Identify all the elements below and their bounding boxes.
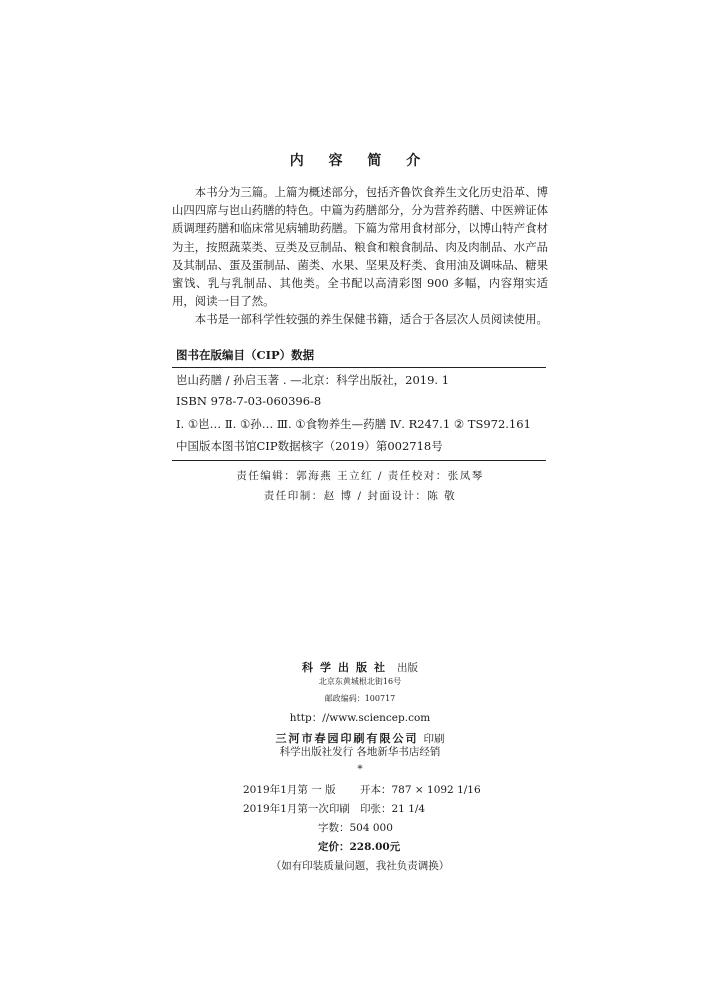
printed-sheets: 印张：21 1/4: [360, 803, 426, 815]
price-value: 228.00元: [349, 841, 401, 853]
summary-paragraph: 本书分为三篇。上篇为概述部分，包括齐鲁饮食养生文化历史沿革、博山四四席与岜山药膳的特色。中篇为药膳部分，分为营养药膳、中医辨证体质调理药膳和临床常见病辅助药膳。下篇为常用食材部分，以博山特产食材为主，按照蔬菜类、豆类及豆制品、粮食和粮食制品、肉及肉制品、水产品及其制品、蛋及蛋制品、菌类、水果、坚果及籽类、食用油及调味品、糖果蜜饯、乳与乳制品、其他类。全书配以高清彩图 900 多幅，内容翔实适用，阅读一目了然。: [172, 185, 548, 309]
cip-heading: 图书在版编目（CIP）数据: [176, 348, 315, 362]
word-count: 字数：504 000: [318, 822, 393, 834]
cip-bottom-rule: [172, 460, 546, 461]
cip-record-number: 中国版本图书馆CIP数据核字（2019）第002718号: [176, 439, 443, 453]
format: 开本：787 × 1092 1/16: [360, 784, 481, 796]
publisher-address: 北京东黄城根北街16号: [318, 677, 402, 686]
cip-isbn: ISBN 978-7-03-060396-8: [176, 394, 322, 408]
price: [318, 839, 400, 854]
printer-suffix: 印刷: [423, 733, 445, 745]
cip-title-line: 岜山药膳 / 孙启玉著 . —北京：科学出版社，2019. 1: [176, 373, 450, 387]
distribution-line: 科学出版社发行 各地新华书店经销: [279, 746, 441, 758]
summary-paragraph: 本书是一部科学性较强的养生保健书籍，适合于各层次人员阅读使用。: [194, 312, 548, 327]
cip-classification: Ⅰ. ①岜… Ⅱ. ①孙… Ⅲ. ①食物养生—药膳 Ⅳ. R247.1 ② TS972.161: [176, 417, 531, 431]
publisher-url: http：//www.sciencep.com: [289, 712, 431, 724]
credits-production: 责任印制：赵 博 / 封面设计：陈 敬: [263, 490, 457, 502]
summary-title: 内 容 简 介: [289, 153, 431, 169]
price-label: 定价：: [318, 841, 350, 853]
cip-top-rule: [172, 367, 546, 368]
printer-name: 三河市春园印刷有限公司: [275, 732, 419, 745]
credits-editors: 责任编辑：郭海燕 王立红 / 责任校对：张凤琴: [236, 470, 484, 482]
publisher-suffix: 出版: [397, 662, 419, 674]
quality-notice: （如有印装质量问题，我社负责调换）: [270, 860, 450, 872]
publisher-line: [0, 656, 720, 675]
publisher-postcode: 邮政编码：100717: [324, 694, 396, 703]
publisher-name: 科学出版社: [301, 661, 392, 674]
edition-date: 2019年1月第 一 版: [243, 784, 336, 796]
printing-date: 2019年1月第一次印刷: [243, 803, 350, 815]
separator-star: *: [357, 763, 363, 775]
summary-body: [172, 183, 548, 329]
